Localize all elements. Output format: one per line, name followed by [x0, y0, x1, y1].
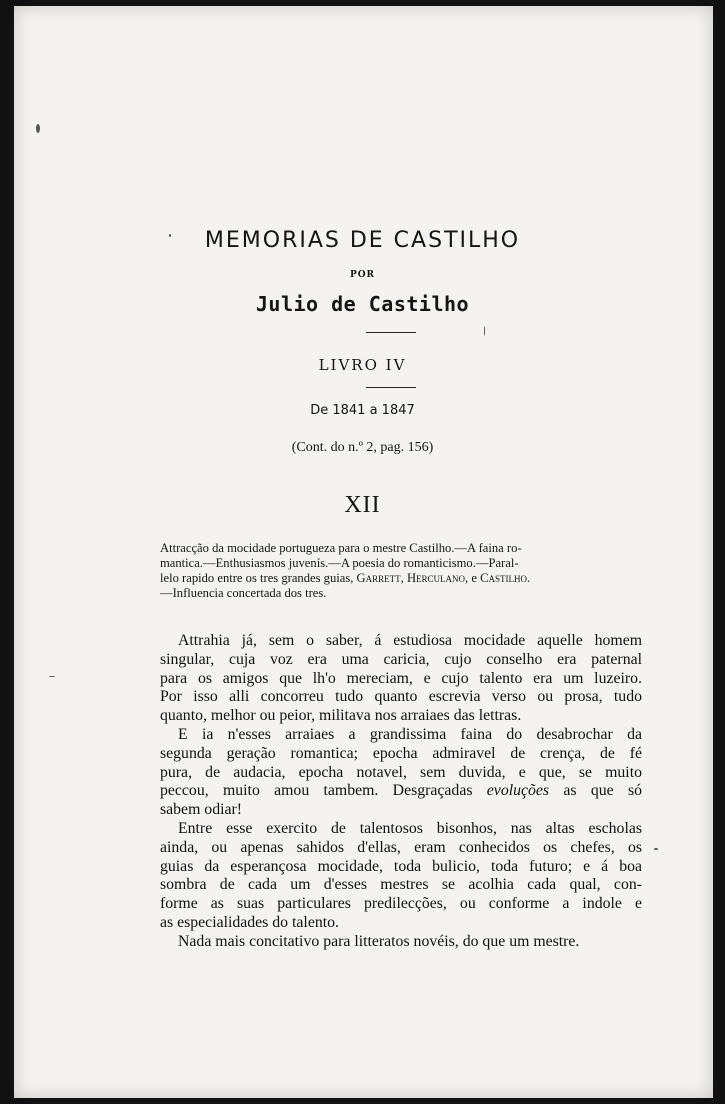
book-number: LIVRO IV [318, 356, 407, 374]
paragraph-line: forme as suas particulares predilecções, ou conforme a indole e [160, 895, 642, 913]
paragraph-line: Attrahia já, sem o saber, á estudiosa mocidade aquelle homem [178, 632, 642, 649]
chapter-number: XII [344, 492, 381, 518]
ink-speck [36, 124, 40, 133]
paragraph-line: E ia n'esses arraiaes a grandissima faina do desabrochar da [178, 725, 642, 743]
summary-line [160, 571, 630, 586]
date-range: De 1841 a 1847 [310, 403, 415, 418]
body-text [160, 632, 642, 952]
book-title: MEMORIAS DE CASTILHO [204, 228, 521, 253]
paragraph-line: singular, cuja voz era uma caricia, cujo conselho era paternal [160, 650, 642, 668]
ink-speck [49, 676, 55, 677]
paragraph-text: peccou, muito amou tambem. Desgraçadas [160, 782, 487, 800]
paragraph-line [160, 782, 642, 801]
name-herculano: Herculano [406, 571, 466, 585]
summary-line: mantica.—Enthusiasmos juvenís.—A poesia do romanticismo.—Paral- [160, 556, 519, 570]
summary-separator: , [400, 571, 407, 585]
summary-line: —Influencia concertada dos tres. [160, 586, 327, 600]
paragraph-line: para os amigos que lh'o mereciam, e cujo talento era um luzeiro. [160, 669, 642, 687]
paragraph-line: guias da esperançosa mocidade, toda bulicio, toda futuro; e á boa [160, 857, 642, 875]
continuation-note: (Cont. do n.º 2, pag. 156) [291, 440, 434, 455]
paragraph-line: Entre esse exercito de talentosos bisonhos, nas altas escholas [178, 819, 642, 837]
name-garrett: Garrett [356, 571, 401, 585]
name-castilho: Castilho [480, 571, 527, 585]
summary-text: . [527, 571, 531, 585]
paragraph-line: quanto, melhor ou peior, militava nos arraiaes das lettras. [160, 707, 522, 725]
italic-term: evoluções [486, 782, 550, 800]
summary-text: lelo rapido entre os tres grandes guias, [160, 571, 357, 585]
author-name: Julio de Castilho [255, 292, 470, 316]
divider-rule [366, 387, 416, 388]
paragraph-line: Por isso alli concorreu tudo quanto escrevia verso ou prosa, tudo [160, 688, 642, 706]
paragraph-line: ainda, ou apenas sahidos d'ellas, eram conhecidos os chefes, os [160, 838, 642, 856]
paragraph-line: sabem odiar! [160, 801, 243, 819]
ink-speck [484, 326, 485, 336]
summary-separator: , e [465, 571, 481, 585]
ink-speck [654, 848, 658, 850]
paragraph-text: as que só [549, 782, 642, 800]
paragraph-line: sombra de cada um d'esses mestres se acolhia cada qual, con- [160, 876, 642, 894]
summary-line: Attracção da mocidade portugueza para o mestre Castilho.—A faina ro- [160, 541, 522, 555]
paragraph-line: as especialidades do talento. [160, 913, 339, 931]
paragraph-line: pura, de audacia, epocha notavel, sem duvida, e que, se muito [160, 763, 642, 781]
divider-rule [366, 332, 416, 333]
by-line: POR [349, 270, 376, 280]
paragraph-line: Nada mais concitativo para litteratos novéis, do que um mestre. [178, 932, 580, 950]
paragraph-line: segunda geração romantica; epocha admiravel de crença, de fé [160, 744, 642, 762]
chapter-summary [160, 541, 630, 601]
